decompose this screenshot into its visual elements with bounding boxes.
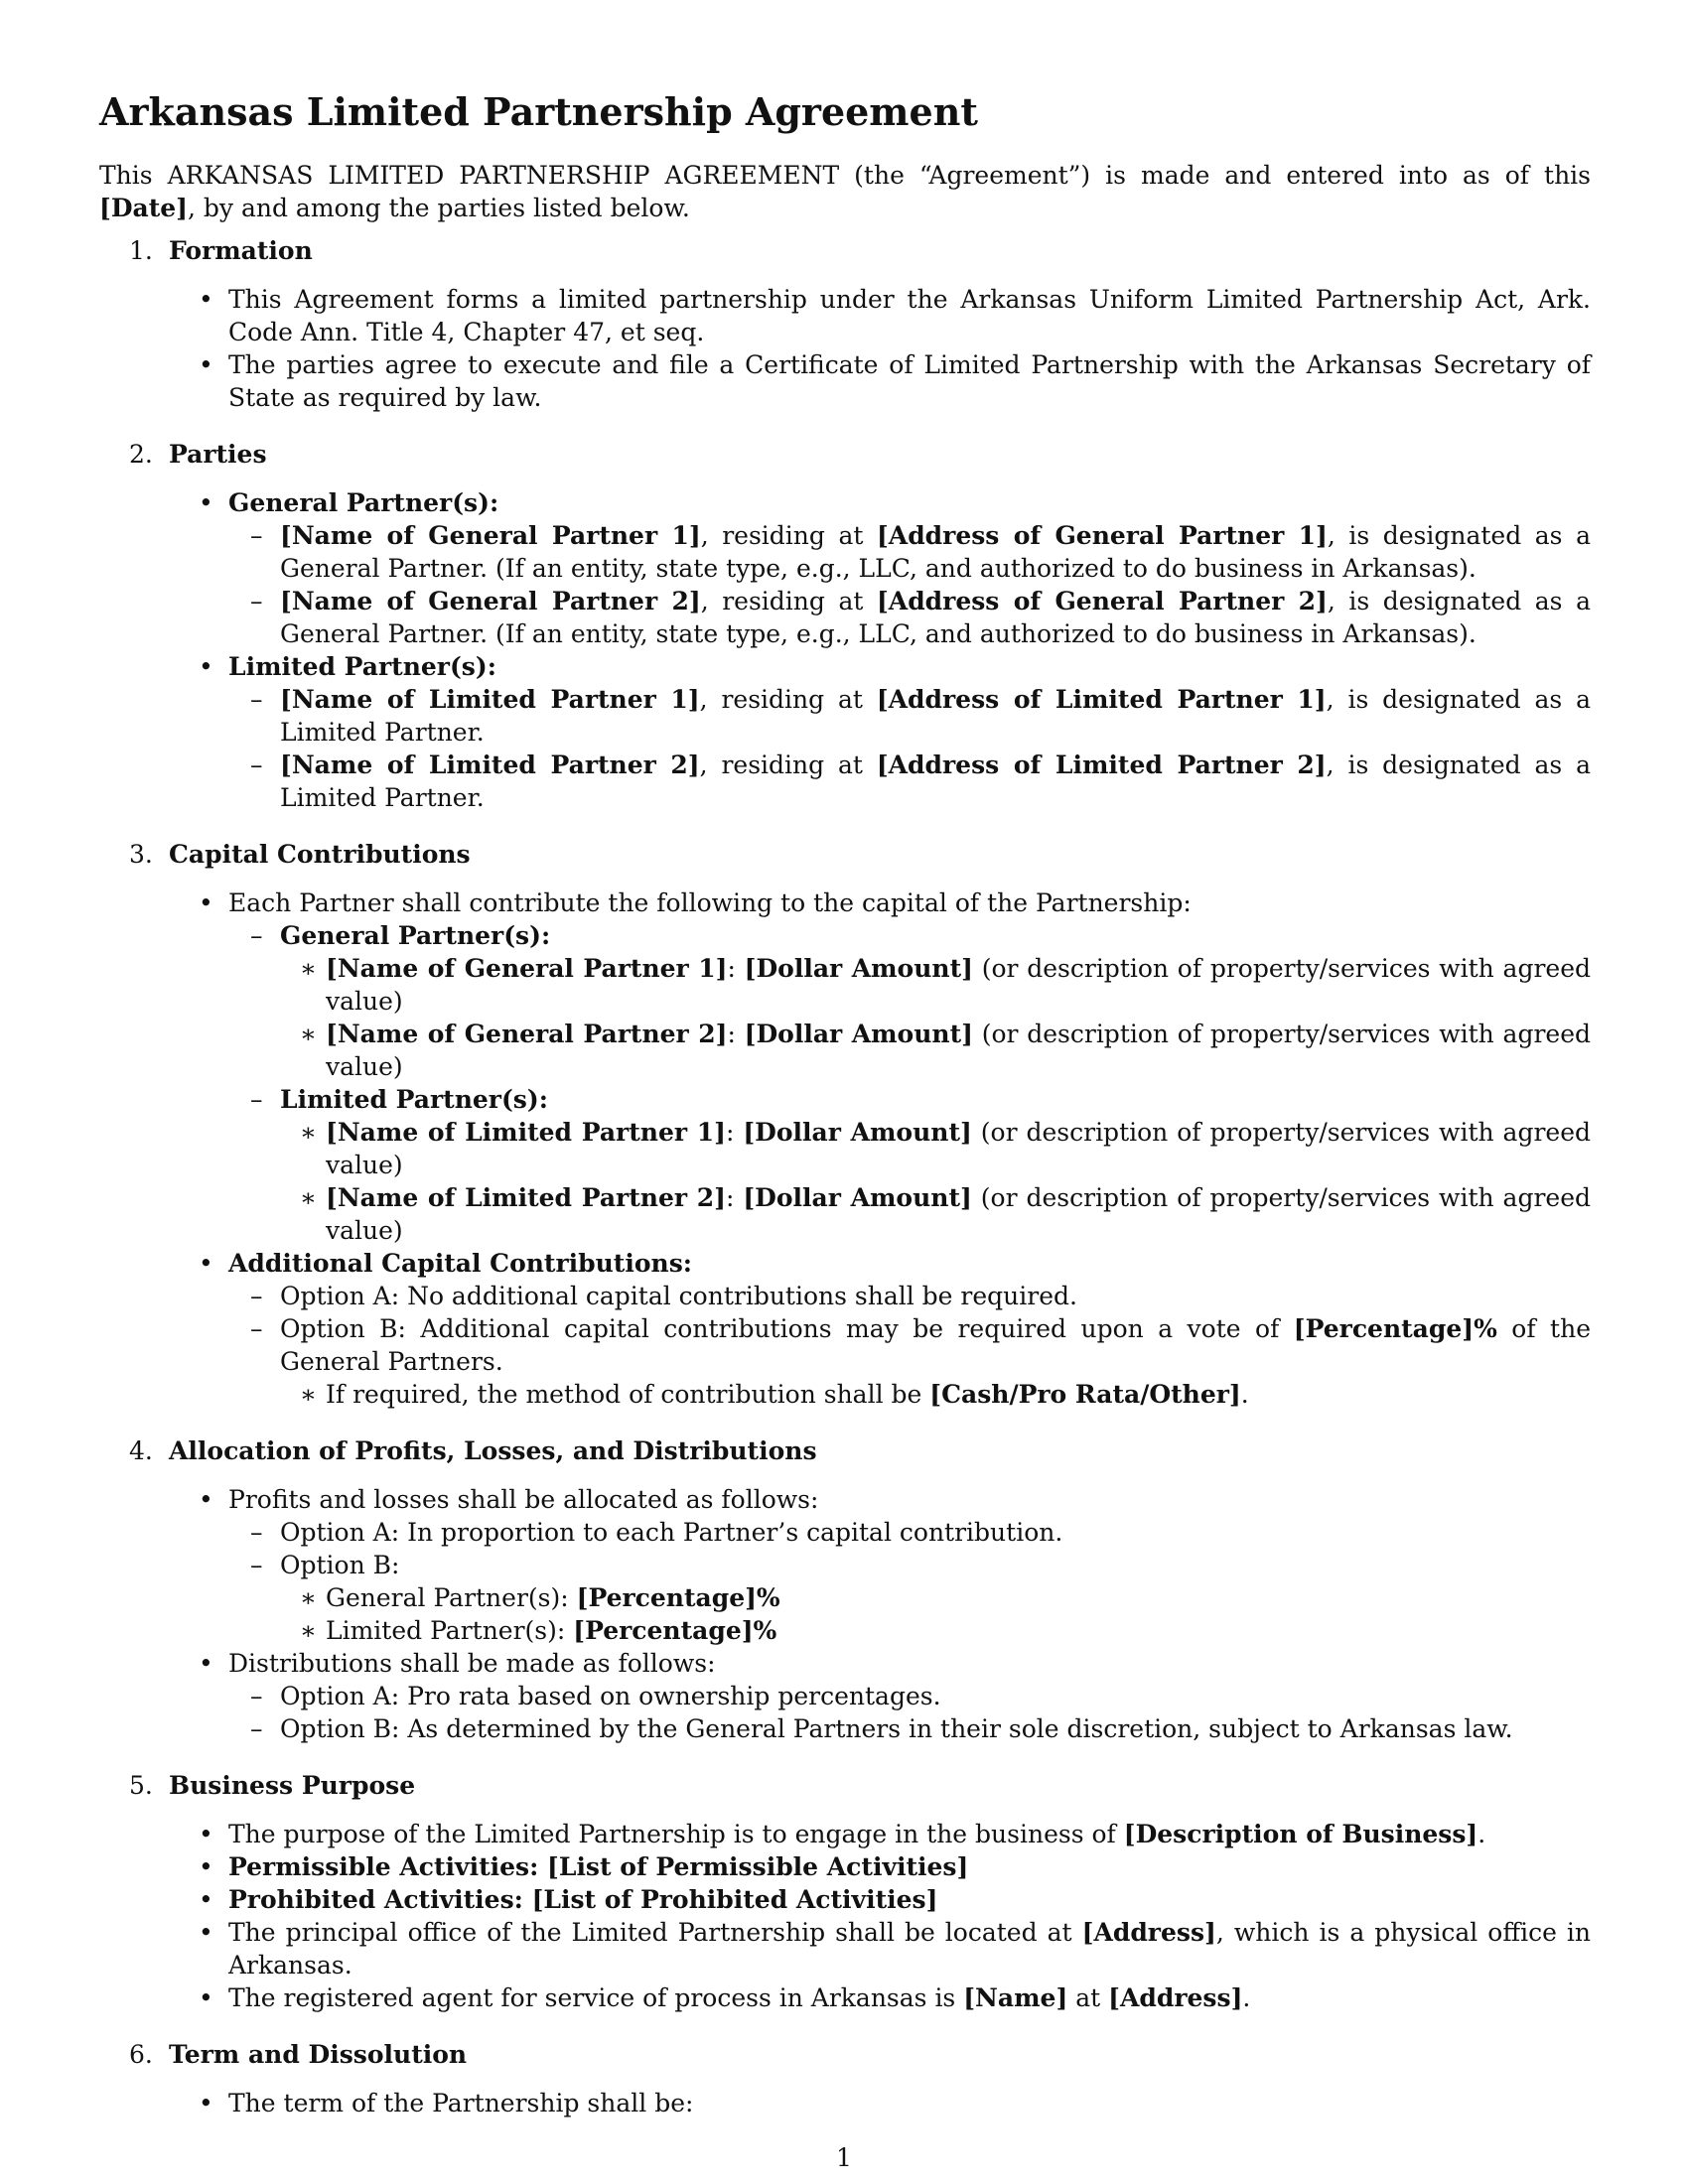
placeholder: [Address of Limited Partner 1] [876,685,1327,714]
list-item [99,749,1591,814]
intro-text: This ARKANSAS LIMITED PARTNERSHIP AGREEMENT (the “Agreement”) is made and entered into as of this [99,161,1591,190]
subheading: Additional Capital Contributions: [228,1249,692,1278]
text: . [1477,1820,1486,1848]
section-heading [99,1434,1591,1467]
text: Permissible Activities: [List of Permissible Activities] [228,1852,969,1881]
text: , residing at [700,587,877,615]
text: , is designated as a Limited Partner. [280,751,1591,812]
text: , is designated as a General Partner. (If an entity, state type, e.g., LLC, and authorized to do business in Arkansas). [280,587,1591,648]
list-item [99,1581,1591,1614]
section-capital-contributions [99,838,1591,1411]
text: Prohibited Activities: [List of Prohibited Activities] [228,1885,938,1914]
text: . [1242,1983,1251,2012]
placeholder: [Name of General Partner 1] [326,954,728,983]
placeholder: [Dollar Amount] [744,1020,973,1048]
list-item: – Option A: No additional capital contributions shall be required. [99,1280,1591,1312]
placeholder: [Address of Limited Partner 2] [876,751,1327,779]
text: , residing at [699,751,877,779]
list-item: – Option A: In proportion to each Partner’s capital contribution. [99,1516,1591,1549]
text: (or description of property/services with agreed value) [326,1118,1591,1179]
text: of the General Partners. [280,1314,1591,1376]
list-item [99,1312,1591,1378]
section-title: Allocation of Profits, Losses, and Distributions [169,1436,817,1465]
list-item: • The parties agree to execute and file a Certificate of Limited Partnership with the Arkansas Secretary of State as required by law. [99,348,1591,414]
placeholder: [Name of Limited Partner 1] [326,1118,726,1147]
placeholder: [Address] [1108,1983,1243,2012]
text: If required, the method of contribution shall be [326,1380,930,1409]
section-title: Parties [169,440,267,469]
placeholder: [Address of General Partner 1] [876,521,1328,550]
section-term-dissolution [99,2038,1591,2119]
list-item: • Each Partner shall contribute the following to the capital of the Partnership: [99,887,1591,919]
document-page [99,89,1591,2119]
list-item [99,919,1591,952]
list-item [99,1083,1591,1116]
section-heading [99,838,1591,871]
text: : [727,954,745,983]
section-number: 6. [129,2040,153,2069]
section-title: Business Purpose [169,1771,416,1800]
text: (or description of property/services with agreed value) [326,1183,1591,1245]
section-number: 2. [129,440,153,469]
placeholder: [Percentage]% [573,1616,777,1645]
placeholder: [Percentage]% [1293,1314,1497,1343]
placeholder: [Address of General Partner 2] [876,587,1328,615]
text: at [1067,1983,1109,2012]
list-item [99,1916,1591,1981]
text: , residing at [699,685,877,714]
placeholder: [Percentage]% [576,1583,780,1612]
list-item: • Profits and losses shall be allocated as follows: [99,1483,1591,1516]
text: , residing at [700,521,877,550]
section-number: 5. [129,1771,153,1800]
section-title: Term and Dissolution [169,2040,468,2069]
placeholder: [Name of Limited Partner 2] [326,1183,726,1212]
section-parties [99,438,1591,814]
placeholder: [Address] [1081,1918,1216,1947]
list-item [99,1614,1591,1647]
intro-text-end: , by and among the parties listed below. [188,194,690,222]
placeholder: [Dollar Amount] [743,1118,972,1147]
placeholder: [Cash/Pro Rata/Other] [929,1380,1241,1409]
document-title: Arkansas Limited Partnership Agreement [99,89,978,134]
section-number: 4. [129,1436,153,1465]
list-item [99,1850,1591,1883]
section-formation [99,234,1591,414]
list-item [99,486,1591,519]
list-item [99,1818,1591,1850]
section-heading [99,2038,1591,2071]
text: The purpose of the Limited Partnership is to engage in the business of [228,1820,1124,1848]
text: : [725,1118,744,1147]
text: (or description of property/services with agreed value) [326,954,1591,1016]
section-allocation [99,1434,1591,1745]
placeholder: [Dollar Amount] [744,954,973,983]
placeholder: [Name of Limited Partner 2] [280,751,700,779]
placeholder: [Dollar Amount] [743,1183,972,1212]
text: : [725,1183,744,1212]
list-item: – Option B: As determined by the General Partners in their sole discretion, subject to Arkansas law. [99,1712,1591,1745]
text: , is designated as a General Partner. (If an entity, state type, e.g., LLC, and authorized to do business in Arkansas). [280,521,1591,583]
text: The principal office of the Limited Partnership shall be located at [228,1918,1082,1947]
placeholder: [Name] [963,1983,1068,2012]
text: : [727,1020,745,1048]
section-heading [99,234,1591,267]
list-item: • This Agreement forms a limited partnership under the Arkansas Uniform Limited Partnership Act, Ark. Code Ann. Title 4, Chapter 47, et seq. [99,283,1591,348]
placeholder: [Name of Limited Partner 1] [280,685,700,714]
placeholder: [Description of Business] [1123,1820,1478,1848]
list-item [99,1116,1591,1181]
list-item [99,1181,1591,1247]
list-item [99,585,1591,650]
list-item [99,1018,1591,1083]
list-item [99,952,1591,1018]
section-heading [99,1769,1591,1802]
section-title: Capital Contributions [169,840,471,869]
list-item [99,1981,1591,2014]
list-item [99,683,1591,749]
list-item [99,1247,1591,1280]
placeholder: [Name of General Partner 2] [280,587,701,615]
list-item: • Distributions shall be made as follows: [99,1647,1591,1680]
text: , which is a physical office in Arkansas. [228,1918,1591,1979]
list-item: – Option A: Pro rata based on ownership percentages. [99,1680,1591,1712]
text: , is designated as a Limited Partner. [280,685,1591,747]
page-number: 1 [836,2143,852,2172]
list-item [99,650,1591,683]
general-partners-heading: General Partner(s): [228,488,499,517]
subheading: Limited Partner(s): [280,1085,548,1114]
limited-partners-heading: Limited Partner(s): [228,652,496,681]
list-item: • The term of the Partnership shall be: [99,2087,1591,2119]
section-business-purpose [99,1769,1591,2014]
text: (or description of property/services with agreed value) [326,1020,1591,1081]
text: The registered agent for service of process in Arkansas is [228,1983,964,2012]
placeholder: [Name of General Partner 1] [280,521,701,550]
section-heading [99,438,1591,471]
text: Option B: Additional capital contributions may be required upon a vote of [280,1314,1294,1343]
text: Limited Partner(s): [326,1616,574,1645]
list-item [99,1883,1591,1916]
date-placeholder: [Date] [99,194,188,222]
text: . [1240,1380,1249,1409]
section-number: 3. [129,840,153,869]
list-item: – Option B: [99,1549,1591,1581]
section-title: Formation [169,236,313,265]
text: General Partner(s): [326,1583,577,1612]
list-item [99,1378,1591,1411]
subheading: General Partner(s): [280,921,551,950]
list-item [99,519,1591,585]
placeholder: [Name of General Partner 2] [326,1020,728,1048]
intro-paragraph [99,159,1591,224]
section-number: 1. [129,236,153,265]
